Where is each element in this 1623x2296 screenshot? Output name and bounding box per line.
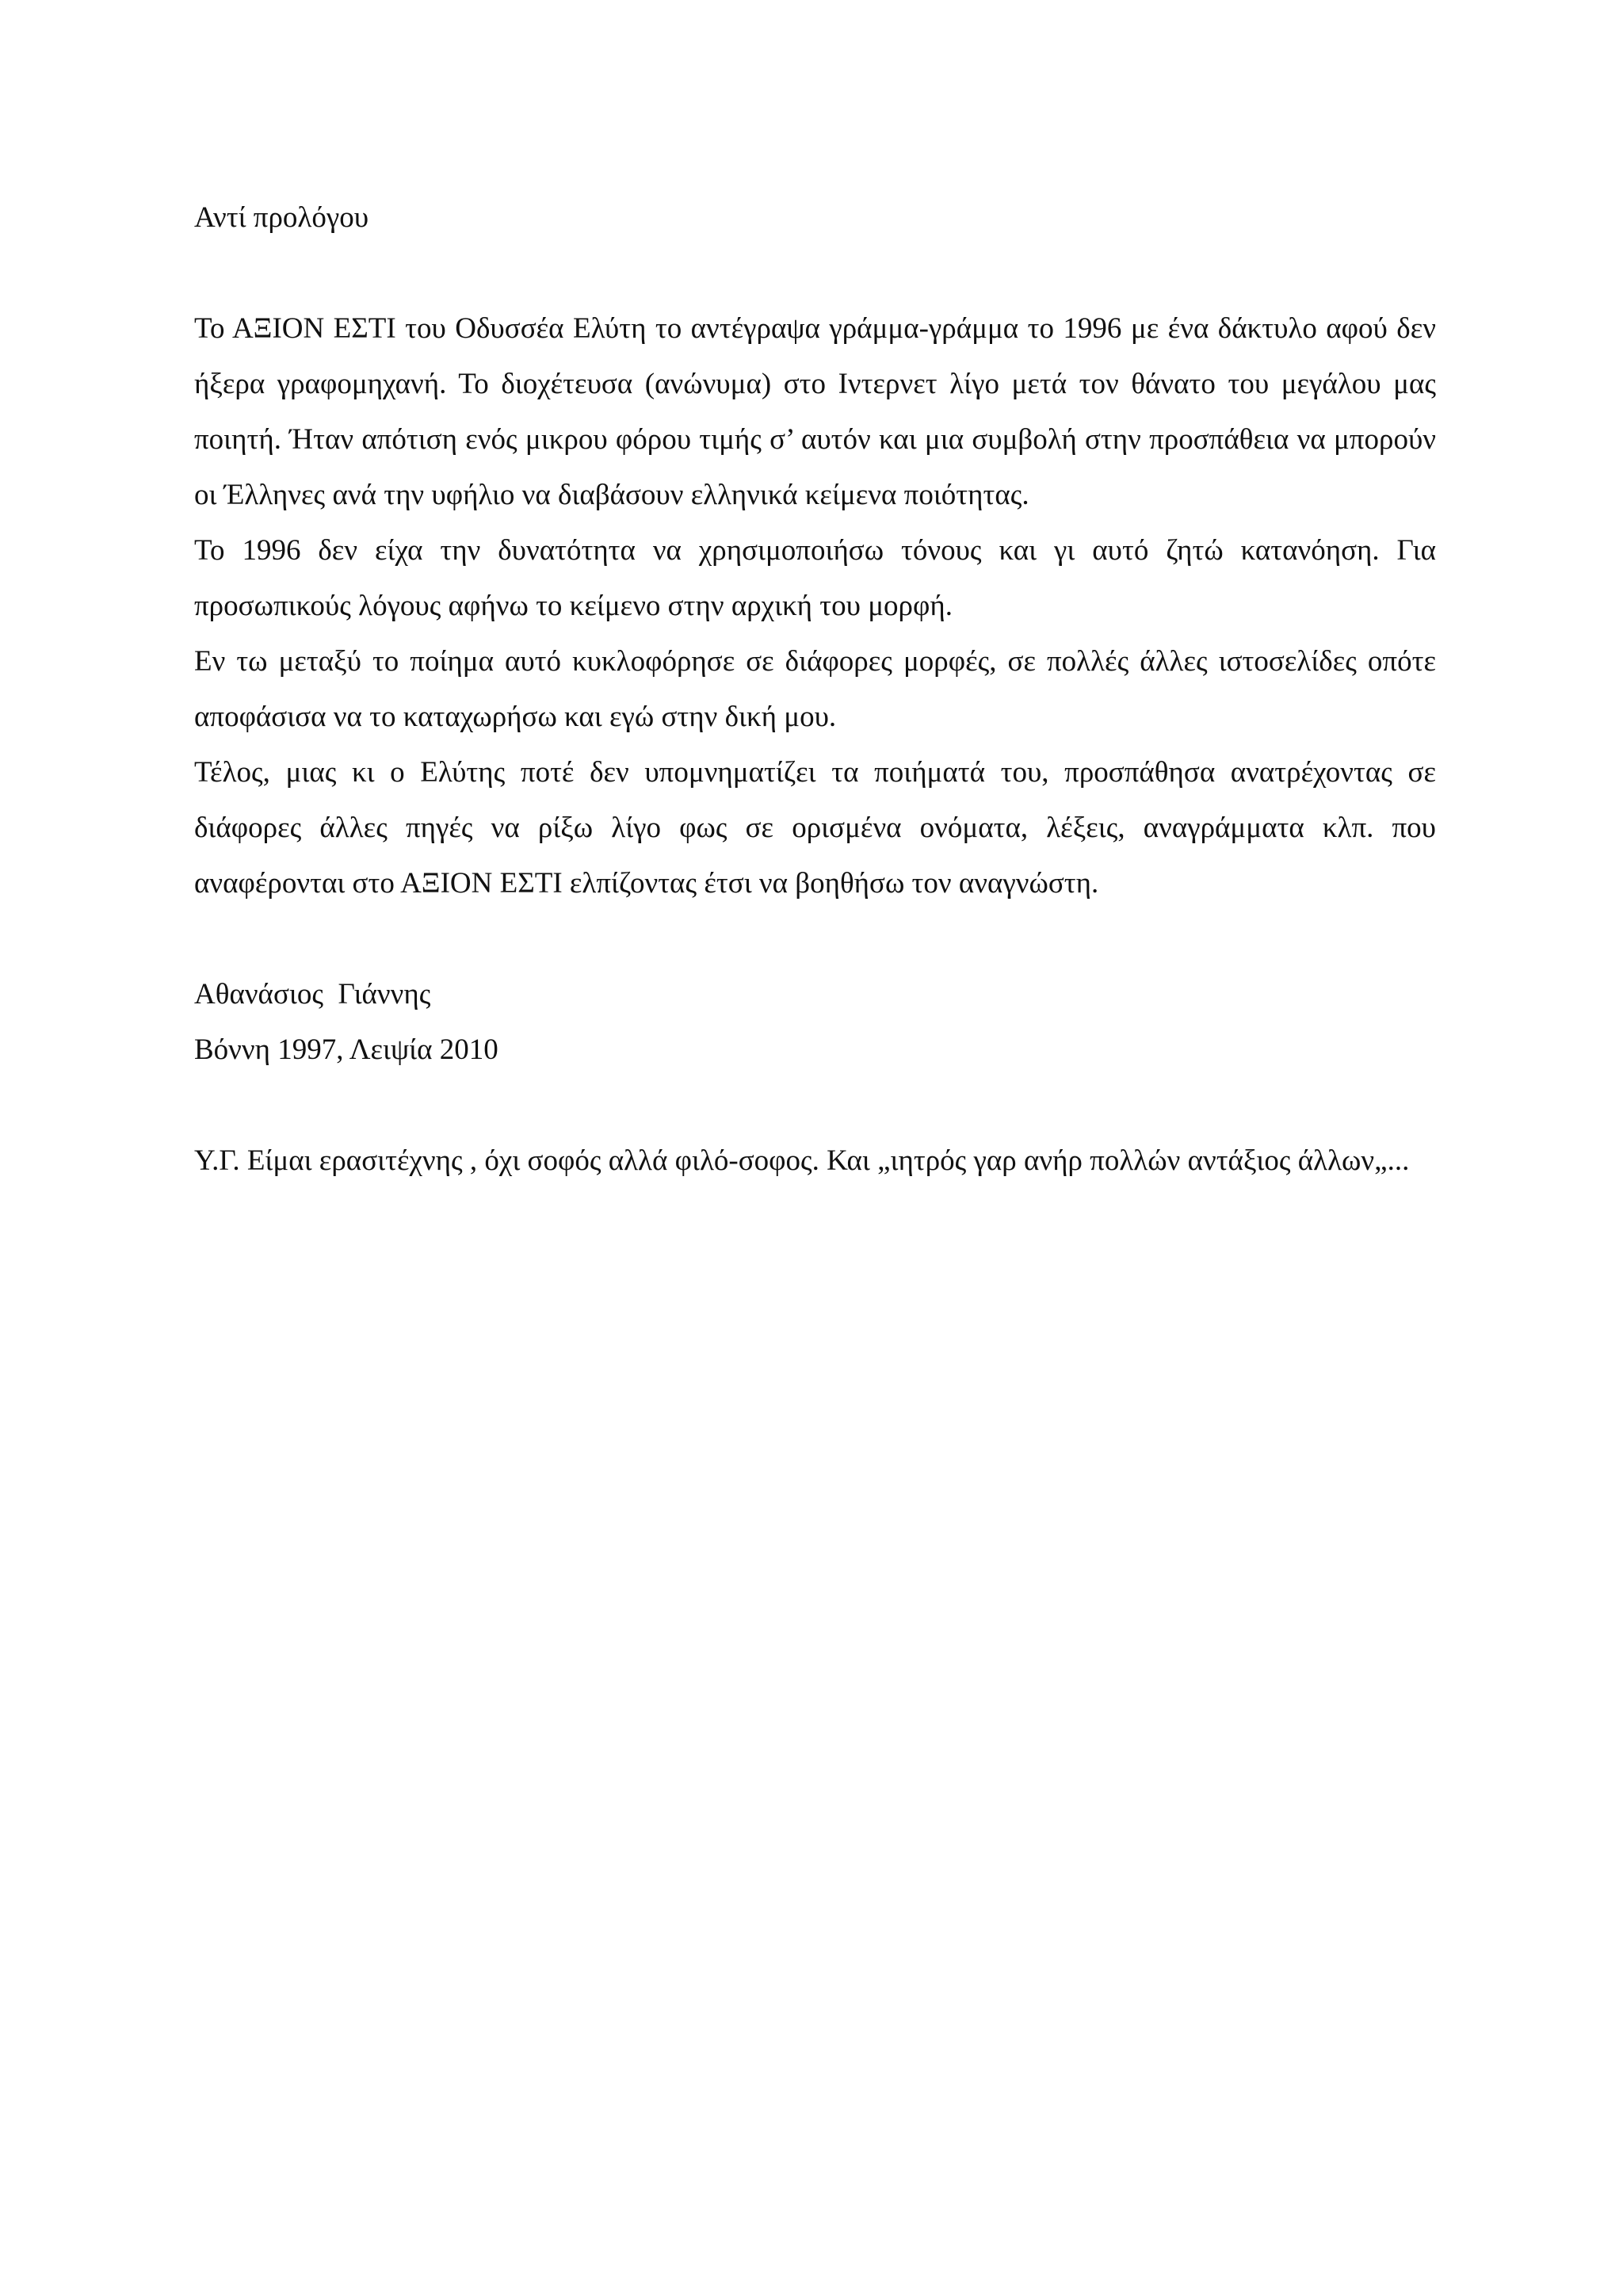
paragraph-intro: Το ΑΞΙΟΝ ΕΣΤΙ του Οδυσσέα Ελύτη το αντέγραψα γράμμα-γράμμα το 1996 με ένα δάκτυλο αφού δεν ήξερα γραφομηχανή. Το διοχέτευσα (ανώνυμα) στο Ιντερνετ λίγο μετά τον θάνατο του μεγάλου μας ποιητή. Ήταν απότιση ενός μικρου φόρου τιμής σ’ αυτόν και μια συμβολή στην προσπάθεια να μπορούν οι Έλληνες ανά την υφήλιο να διαβάσουν ελληνικά κείμενα ποιότητας.: [194, 312, 1436, 511]
spacer: [194, 911, 1436, 967]
spacer: [194, 246, 1436, 301]
signature-name: Αθανάσιος Γιάννης: [194, 978, 431, 1010]
paragraph-notes: Τέλος, μιας κι ο Ελύτης ποτέ δεν υπομνηματίζει τα ποιήματά του, προσπάθησα ανατρέχοντας σε διάφορες άλλες πηγές να ρίξω λίγο φως σε ορισμένα ονόματα, λέξεις, αναγράμματα κλπ. που αναφέρονται στο ΑΞΙΟΝ ΕΣΤΙ ελπίζοντας έτσι να βοηθήσω τον αναγνώστη.: [194, 756, 1436, 900]
signature-place-dates: Βόννη 1997, Λειψία 2010: [194, 1033, 498, 1066]
document-title: Αντί προλόγου: [194, 201, 369, 234]
paragraph-accents: Το 1996 δεν είχα την δυνατότητα να χρησιμοποιήσω τόνους και γι αυτό ζητώ κατανόηση. Για προσωπικούς λόγους αφήνω το κείμενο στην αρχική του μορφή.: [194, 534, 1436, 622]
postscript: Υ.Γ. Είμαι ερασιτέχνης , όχι σοφός αλλά φιλό-σοφος. Και „ιητρός γαρ ανήρ πολλών αντάξιος άλλων„...: [194, 1144, 1410, 1177]
document-page: [194, 190, 1436, 1189]
paragraph-circulation: Εν τω μεταξύ το ποίημα αυτό κυκλοφόρησε σε διάφορες μορφές, σε πολλές άλλες ιστοσελίδες οπότε αποφάσισα να το καταχωρήσω και εγώ στην δική μου.: [194, 645, 1436, 733]
spacer: [194, 1078, 1436, 1133]
